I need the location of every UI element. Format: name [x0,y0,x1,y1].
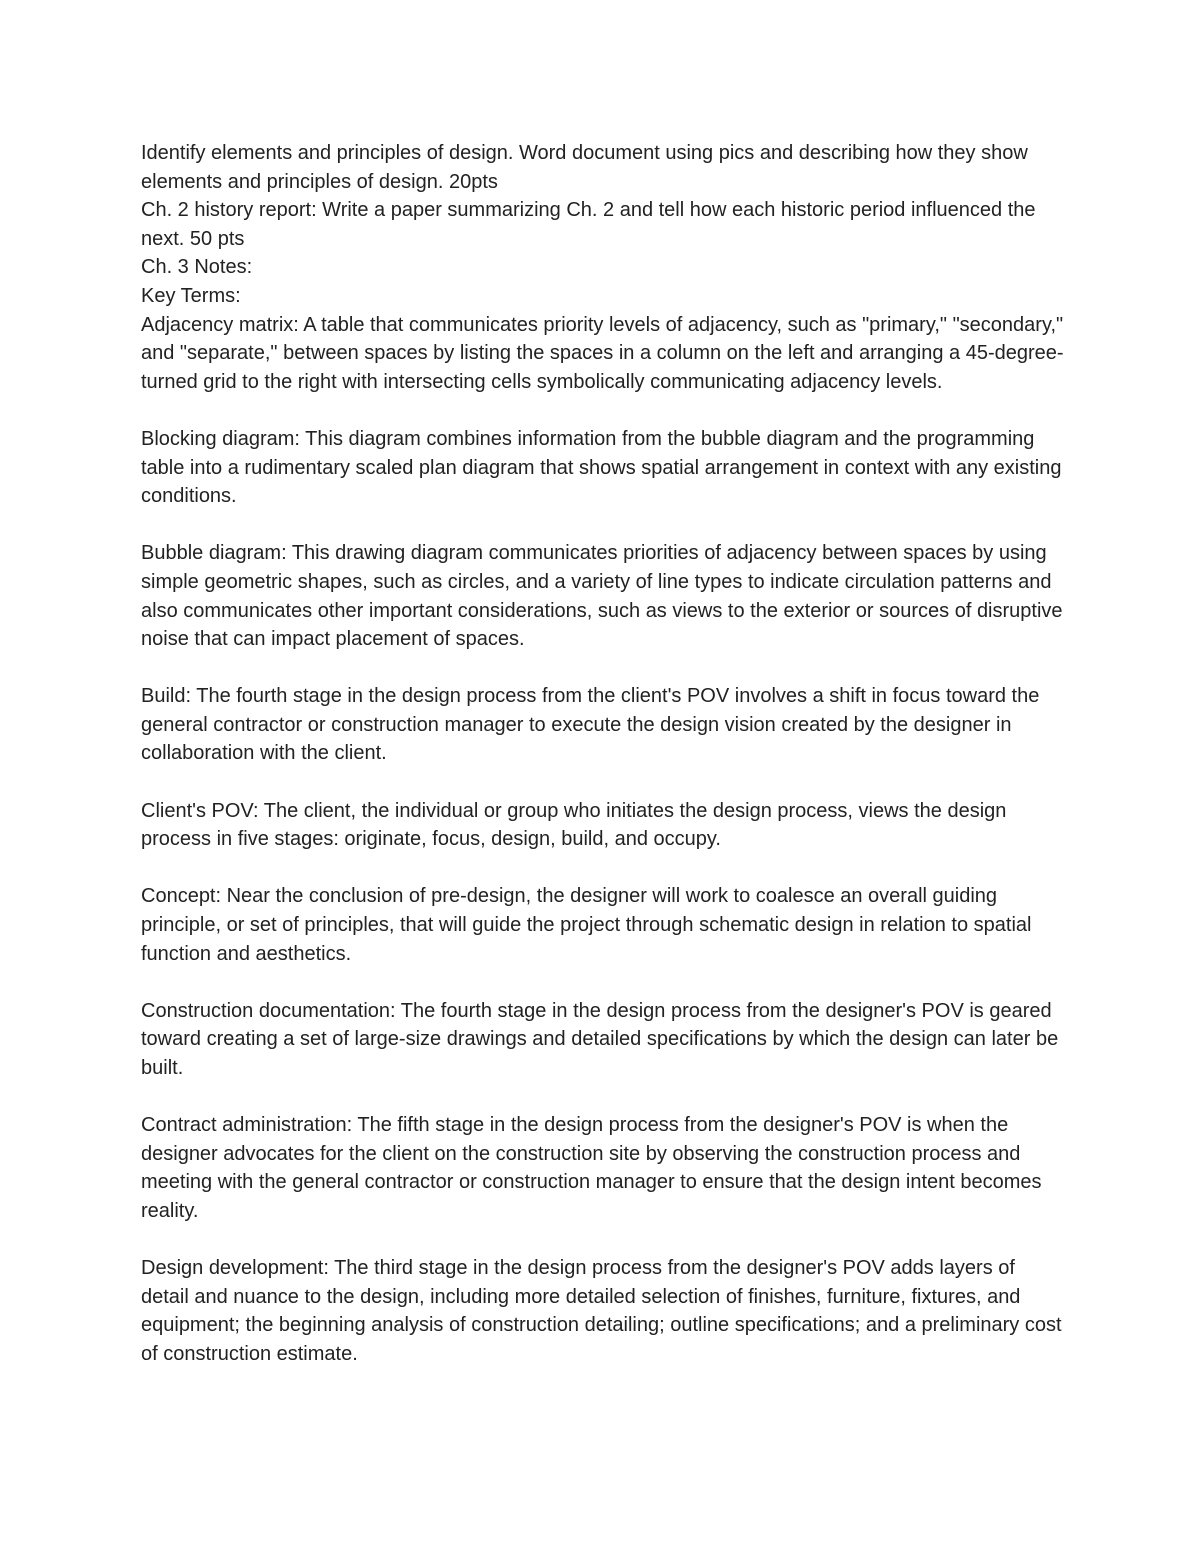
paragraph-gap [141,968,1066,997]
paragraph-gap [141,768,1066,797]
term-adjacency-matrix: Adjacency matrix: A table that communicates priority levels of adjacency, such as "primary," "secondary," and "separate," between spaces by listing the spaces in a column on the left and arranging a 45-degree-turned grid to the right with intersecting cells symbolically communicating adjacency levels. [141,313,1064,393]
term-bubble-diagram: Bubble diagram: This drawing diagram communicates priorities of adjacency between spaces by using simple geometric shapes, such as circles, and a variety of line types to indicate circulation patterns and also communicates other important considerations, such as views to the exterior or sources of disruptive noise that can impact placement of spaces. [141,542,1063,651]
paragraph-gap [141,511,1066,540]
term-construction-documentation: Construction documentation: The fourth stage in the design process from the designer's POV is geared toward creating a set of large-size drawings and detailed specifications by which the design can later be built. [141,999,1059,1079]
paragraph-gap [141,854,1066,883]
assignment-elements-principles: Identify elements and principles of design. Word document using pics and describing how they show elements and principles of design. 20pts [141,142,1028,193]
term-concept: Concept: Near the conclusion of pre-design, the designer will work to coalesce an overall guiding principle, or set of principles, that will guide the project through schematic design in relation to spatial function and aesthetics. [141,885,1032,965]
key-terms-heading: Key Terms: [141,284,241,307]
term-blocking-diagram: Blocking diagram: This diagram combines information from the bubble diagram and the programming table into a rudimentary scaled plan diagram that shows spatial arrangement in context with any existing conditions. [141,427,1062,508]
term-contract-administration: Contract administration: The fifth stage in the design process from the designer's POV is when the designer advocates for the client on the construction site by observing the construction process and meeting with the general contractor or construction manager to ensure that the design intent becomes reality. [141,1114,1042,1222]
term-design-development: Design development: The third stage in the design process from the designer's POV adds layers of detail and nuance to the design, including more detailed selection of finishes, furniture, fixtures, and equipment; the beginning analysis of construction detailing; outline specifications; and a preliminary cost of construction estimate. [141,1257,1062,1365]
assignment-history-report: Ch. 2 history report: Write a paper summarizing Ch. 2 and tell how each historic period influenced the next. 50 pts [141,199,1036,250]
paragraph-gap [141,1226,1066,1255]
paragraph-gap [141,654,1066,683]
term-build: Build: The fourth stage in the design process from the client's POV involves a shift in focus toward the general contractor or construction manager to execute the design vision created by the designer in collaboration with the client. [141,685,1040,765]
notes-heading: Ch. 3 Notes: [141,256,253,279]
document-body [141,139,1066,1369]
term-clients-pov: Client's POV: The client, the individual or group who initiates the design process, views the design process in five stages: originate, focus, design, build, and occupy. [141,799,1007,851]
paragraph-gap [141,396,1066,425]
paragraph-gap [141,1083,1066,1112]
